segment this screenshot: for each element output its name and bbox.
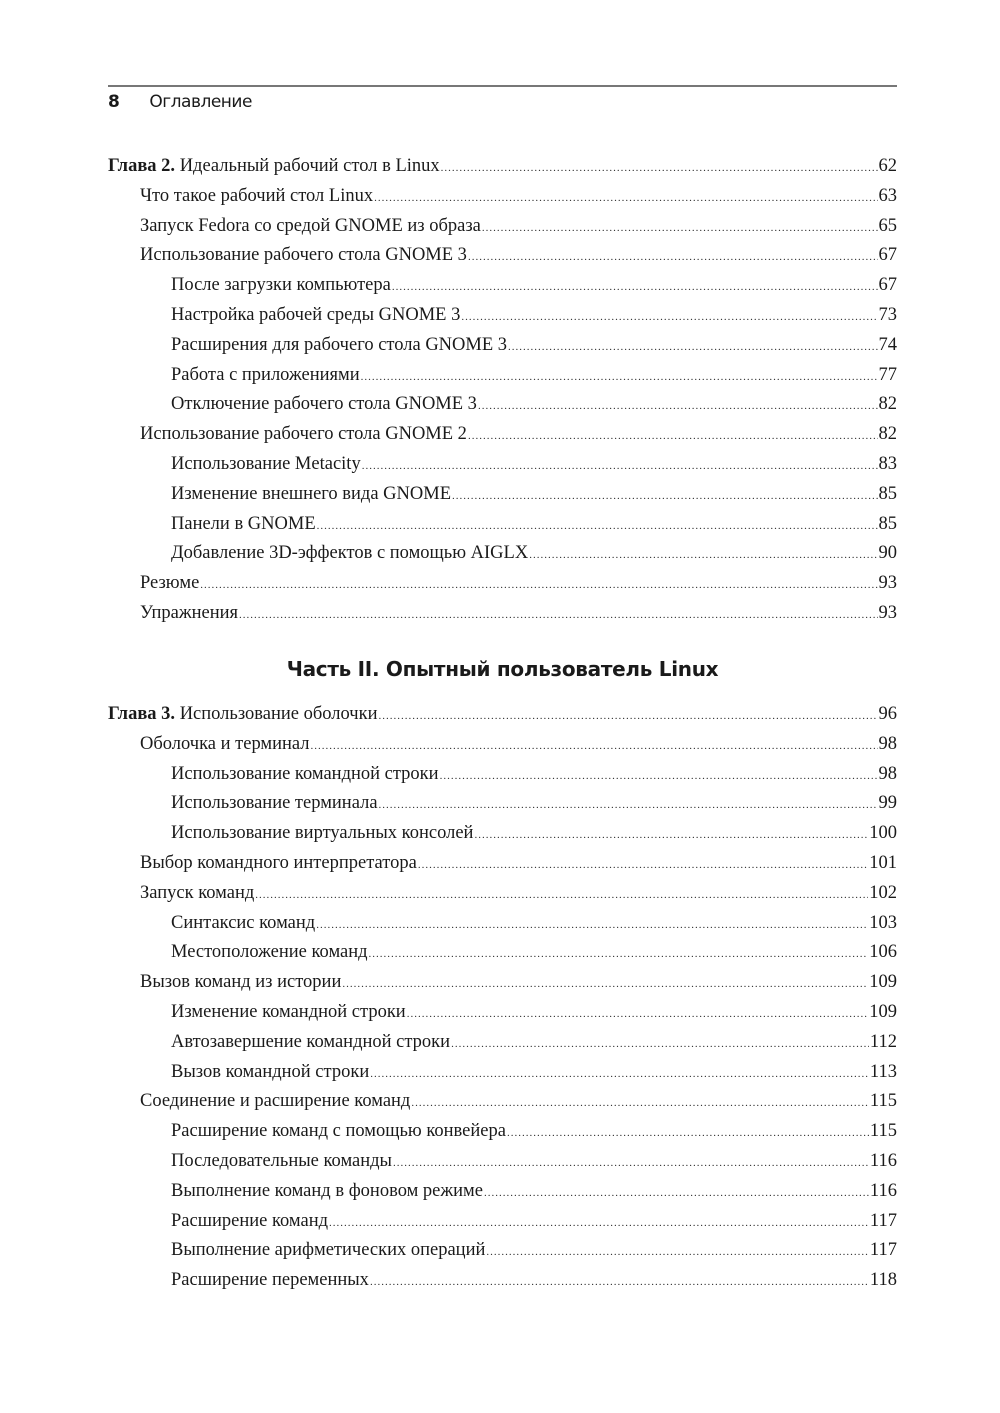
chapter-label: Глава 2. bbox=[108, 156, 176, 176]
toc-entry[interactable] bbox=[108, 998, 897, 1028]
toc-page-number: 109 bbox=[869, 1001, 897, 1022]
toc-entry-title bbox=[171, 1207, 328, 1237]
toc-page-number: 99 bbox=[878, 793, 897, 814]
toc-entry-title bbox=[140, 879, 254, 909]
toc-entry-title bbox=[171, 271, 391, 301]
toc-page-number: 67 bbox=[878, 245, 897, 266]
running-title: Оглавление bbox=[149, 92, 252, 112]
entry-text: Использование рабочего стола GNOME 2 bbox=[140, 424, 467, 445]
toc-entry[interactable] bbox=[108, 331, 897, 361]
toc-page-number: 109 bbox=[869, 972, 897, 993]
toc-entry[interactable] bbox=[108, 938, 897, 968]
dot-leader bbox=[374, 182, 877, 214]
dot-leader bbox=[370, 1266, 869, 1298]
part-heading: Часть II. Опытный пользователь Linux bbox=[286, 657, 719, 681]
dot-leader bbox=[452, 480, 878, 512]
entry-text: Использование оболочки bbox=[179, 704, 378, 724]
entry-text: Вызов команд из истории bbox=[140, 972, 342, 993]
toc-entry[interactable] bbox=[108, 700, 897, 730]
toc-entry-title bbox=[140, 849, 417, 879]
entry-text: Панели в GNOME bbox=[171, 513, 316, 534]
entry-text: Работа с приложениями bbox=[171, 364, 360, 385]
toc-entry[interactable] bbox=[108, 1087, 897, 1117]
toc-page-number: 118 bbox=[869, 1270, 897, 1291]
dot-leader bbox=[392, 271, 878, 303]
toc-entry-title bbox=[171, 1177, 483, 1207]
entry-text: Выполнение арифметических операций bbox=[171, 1240, 486, 1261]
toc-block-chapter-3 bbox=[108, 700, 897, 1296]
entry-text: Отключение рабочего стола GNOME 3 bbox=[171, 394, 477, 415]
dot-leader bbox=[461, 301, 877, 333]
entry-text: Последовательные команды bbox=[171, 1150, 392, 1171]
toc-page-number: 106 bbox=[869, 942, 897, 963]
dot-leader bbox=[451, 1028, 869, 1060]
entry-text: Настройка рабочей среды GNOME 3 bbox=[171, 304, 461, 325]
dot-leader bbox=[379, 700, 878, 732]
toc-entry-title bbox=[108, 152, 440, 182]
dot-leader bbox=[441, 152, 878, 184]
toc-entry-title bbox=[171, 938, 368, 968]
toc-entry[interactable] bbox=[108, 730, 897, 760]
entry-text: Что такое рабочий стол Linux bbox=[140, 185, 374, 206]
entry-text: Запуск Fedora со средой GNOME из образа bbox=[140, 215, 481, 236]
dot-leader bbox=[484, 1177, 869, 1209]
entry-text: Расширение команд bbox=[171, 1210, 329, 1231]
toc-entry[interactable] bbox=[108, 212, 897, 242]
toc-entry[interactable] bbox=[108, 182, 897, 212]
dot-leader bbox=[311, 730, 878, 762]
dot-leader bbox=[329, 1207, 869, 1239]
toc-entry[interactable] bbox=[108, 599, 897, 629]
toc-entry[interactable] bbox=[108, 271, 897, 301]
toc-entry-title bbox=[171, 510, 316, 540]
entry-text: Использование командной строки bbox=[171, 763, 439, 784]
toc-entry-title bbox=[171, 361, 360, 391]
entry-text: Запуск команд bbox=[140, 882, 255, 903]
entry-text: Автозавершение командной строки bbox=[171, 1031, 451, 1052]
toc-entry[interactable] bbox=[108, 361, 897, 391]
toc-page-number: 117 bbox=[869, 1210, 897, 1231]
toc-entry-title bbox=[171, 539, 528, 569]
toc-page-number: 63 bbox=[878, 185, 897, 206]
toc-entry-title bbox=[171, 1117, 506, 1147]
toc-entry[interactable] bbox=[108, 241, 897, 271]
toc-page-number: 115 bbox=[869, 1091, 897, 1112]
toc-entry[interactable] bbox=[108, 450, 897, 480]
entry-text: После загрузки компьютера bbox=[171, 275, 391, 296]
dot-leader bbox=[486, 1236, 869, 1268]
entry-text: Упражнения bbox=[140, 602, 239, 623]
toc-entry-title bbox=[171, 390, 477, 420]
toc-page-number: 83 bbox=[878, 453, 897, 474]
toc-entry[interactable] bbox=[108, 968, 897, 998]
toc-entry[interactable] bbox=[108, 849, 897, 879]
toc-page-number: 90 bbox=[878, 543, 897, 564]
entry-text: Использование виртуальных консолей bbox=[171, 823, 474, 844]
entry-text: Оболочка и терминал bbox=[140, 733, 310, 754]
toc-entry[interactable] bbox=[108, 1207, 897, 1237]
toc-entry-title bbox=[171, 301, 460, 331]
entry-text: Изменение внешнего вида GNOME bbox=[171, 483, 451, 504]
toc-page-number: 102 bbox=[869, 882, 897, 903]
toc-page-number: 67 bbox=[878, 275, 897, 296]
toc-entry-title bbox=[171, 1147, 392, 1177]
entry-text: Использование рабочего стола GNOME 3 bbox=[140, 245, 467, 266]
dot-leader bbox=[478, 390, 878, 422]
toc-page-number: 112 bbox=[869, 1031, 897, 1052]
dot-leader bbox=[407, 998, 869, 1030]
toc-entry[interactable] bbox=[108, 569, 897, 599]
toc-entry[interactable] bbox=[108, 420, 897, 450]
toc-entry-title bbox=[171, 1236, 485, 1266]
dot-leader bbox=[474, 819, 868, 851]
dot-leader bbox=[379, 789, 878, 821]
dot-leader bbox=[362, 450, 878, 482]
toc-entry[interactable] bbox=[108, 390, 897, 420]
toc-entry[interactable] bbox=[108, 1236, 897, 1266]
toc-entry[interactable] bbox=[108, 819, 897, 849]
toc-entry[interactable] bbox=[108, 539, 897, 569]
dot-leader bbox=[200, 569, 877, 601]
toc-entry-title bbox=[171, 998, 406, 1028]
dot-leader bbox=[468, 241, 878, 273]
dot-leader bbox=[393, 1147, 869, 1179]
page-number: 8 bbox=[108, 92, 120, 112]
toc-page-number: 96 bbox=[878, 704, 897, 724]
toc-entry[interactable] bbox=[108, 1058, 897, 1088]
toc-entry-title bbox=[171, 1058, 369, 1088]
dot-leader bbox=[316, 909, 868, 941]
entry-text: Использование Metacity bbox=[171, 453, 361, 474]
toc-entry-title bbox=[140, 730, 310, 760]
toc-page-number: 100 bbox=[869, 823, 897, 844]
dot-leader bbox=[317, 510, 878, 542]
dot-leader bbox=[255, 879, 868, 911]
toc-page-number: 98 bbox=[878, 763, 897, 784]
toc-entry-title bbox=[140, 569, 199, 599]
entry-text: Выбор командного интерпретатора bbox=[140, 852, 417, 873]
entry-text: Расширение переменных bbox=[171, 1270, 369, 1291]
entry-text: Вызов командной строки bbox=[171, 1061, 370, 1082]
toc-page-number: 73 bbox=[878, 304, 897, 325]
toc-entry[interactable] bbox=[108, 480, 897, 510]
toc-entry-title bbox=[171, 331, 507, 361]
entry-text: Расширение команд с помощью конвейера bbox=[171, 1121, 506, 1142]
toc-page-number: 74 bbox=[878, 334, 897, 355]
toc-page-number: 117 bbox=[869, 1240, 897, 1261]
toc-entry-title bbox=[171, 1266, 369, 1296]
entry-text: Резюме bbox=[140, 573, 200, 594]
toc-page-number: 93 bbox=[878, 602, 897, 623]
toc-entry-title bbox=[171, 760, 439, 790]
toc-block-chapter-2 bbox=[108, 152, 897, 629]
dot-leader bbox=[411, 1087, 869, 1119]
dot-leader bbox=[529, 539, 877, 571]
toc-page-number: 93 bbox=[878, 573, 897, 594]
toc-entry[interactable] bbox=[108, 301, 897, 331]
toc-page-number: 62 bbox=[878, 156, 897, 176]
entry-text: Добавление 3D-эффектов с помощью AIGLX bbox=[171, 543, 529, 564]
header-rule bbox=[108, 85, 897, 87]
entry-text: Соединение и расширение команд bbox=[140, 1091, 411, 1112]
dot-leader bbox=[369, 938, 869, 970]
toc-entry[interactable] bbox=[108, 152, 897, 182]
entry-text: Местоположение команд bbox=[171, 942, 368, 963]
entry-text: Изменение командной строки bbox=[171, 1001, 406, 1022]
toc-entry-title bbox=[140, 599, 238, 629]
dot-leader bbox=[342, 968, 868, 1000]
running-header bbox=[108, 92, 252, 112]
toc-page-number: 82 bbox=[878, 394, 897, 415]
toc-entry-title bbox=[171, 909, 315, 939]
toc-entry[interactable] bbox=[108, 1266, 897, 1296]
dot-leader bbox=[239, 599, 877, 631]
toc-page-number: 65 bbox=[878, 215, 897, 236]
toc-entry-title bbox=[171, 1028, 450, 1058]
toc-page-number: 101 bbox=[869, 852, 897, 873]
toc-entry[interactable] bbox=[108, 1147, 897, 1177]
dot-leader bbox=[361, 361, 878, 393]
chapter-label: Глава 3. bbox=[108, 704, 176, 724]
toc-page-number: 113 bbox=[869, 1061, 897, 1082]
entry-text: Идеальный рабочий стол в Linux bbox=[179, 156, 440, 176]
dot-leader bbox=[508, 331, 877, 363]
toc-page-number: 116 bbox=[869, 1180, 897, 1201]
dot-leader bbox=[482, 212, 878, 244]
toc-entry-title bbox=[140, 182, 373, 212]
toc-entry-title bbox=[140, 241, 467, 271]
toc-entry[interactable] bbox=[108, 760, 897, 790]
toc-entry[interactable] bbox=[108, 789, 897, 819]
toc-entry[interactable] bbox=[108, 510, 897, 540]
toc-page-number: 85 bbox=[878, 483, 897, 504]
toc-entry-title bbox=[171, 480, 451, 510]
dot-leader bbox=[468, 420, 878, 452]
toc-entry-title bbox=[171, 789, 378, 819]
dot-leader bbox=[440, 760, 878, 792]
toc-entry[interactable] bbox=[108, 879, 897, 909]
entry-text: Выполнение команд в фоновом режиме bbox=[171, 1180, 483, 1201]
toc-entry[interactable] bbox=[108, 1028, 897, 1058]
toc-entry-title bbox=[140, 420, 467, 450]
toc-entry-title bbox=[171, 819, 473, 849]
toc-page-number: 77 bbox=[878, 364, 897, 385]
toc-entry-title bbox=[140, 212, 481, 242]
toc-page-number: 98 bbox=[878, 733, 897, 754]
toc-entry[interactable] bbox=[108, 1117, 897, 1147]
toc-entry[interactable] bbox=[108, 909, 897, 939]
toc-page-number: 103 bbox=[869, 912, 897, 933]
toc-entry-title bbox=[171, 450, 361, 480]
dot-leader bbox=[507, 1117, 869, 1149]
dot-leader bbox=[370, 1058, 869, 1090]
toc-entry-title bbox=[140, 1087, 410, 1117]
dot-leader bbox=[418, 849, 868, 881]
toc-entry-title bbox=[140, 968, 341, 998]
toc-entry[interactable] bbox=[108, 1177, 897, 1207]
toc-page-number: 82 bbox=[878, 424, 897, 445]
entry-text: Использование терминала bbox=[171, 793, 378, 814]
toc-page-number: 85 bbox=[878, 513, 897, 534]
toc-page-number: 116 bbox=[869, 1150, 897, 1171]
entry-text: Синтаксис команд bbox=[171, 912, 316, 933]
toc-page-number: 115 bbox=[869, 1121, 897, 1142]
entry-text: Расширения для рабочего стола GNOME 3 bbox=[171, 334, 508, 355]
toc-entry-title bbox=[108, 700, 378, 730]
